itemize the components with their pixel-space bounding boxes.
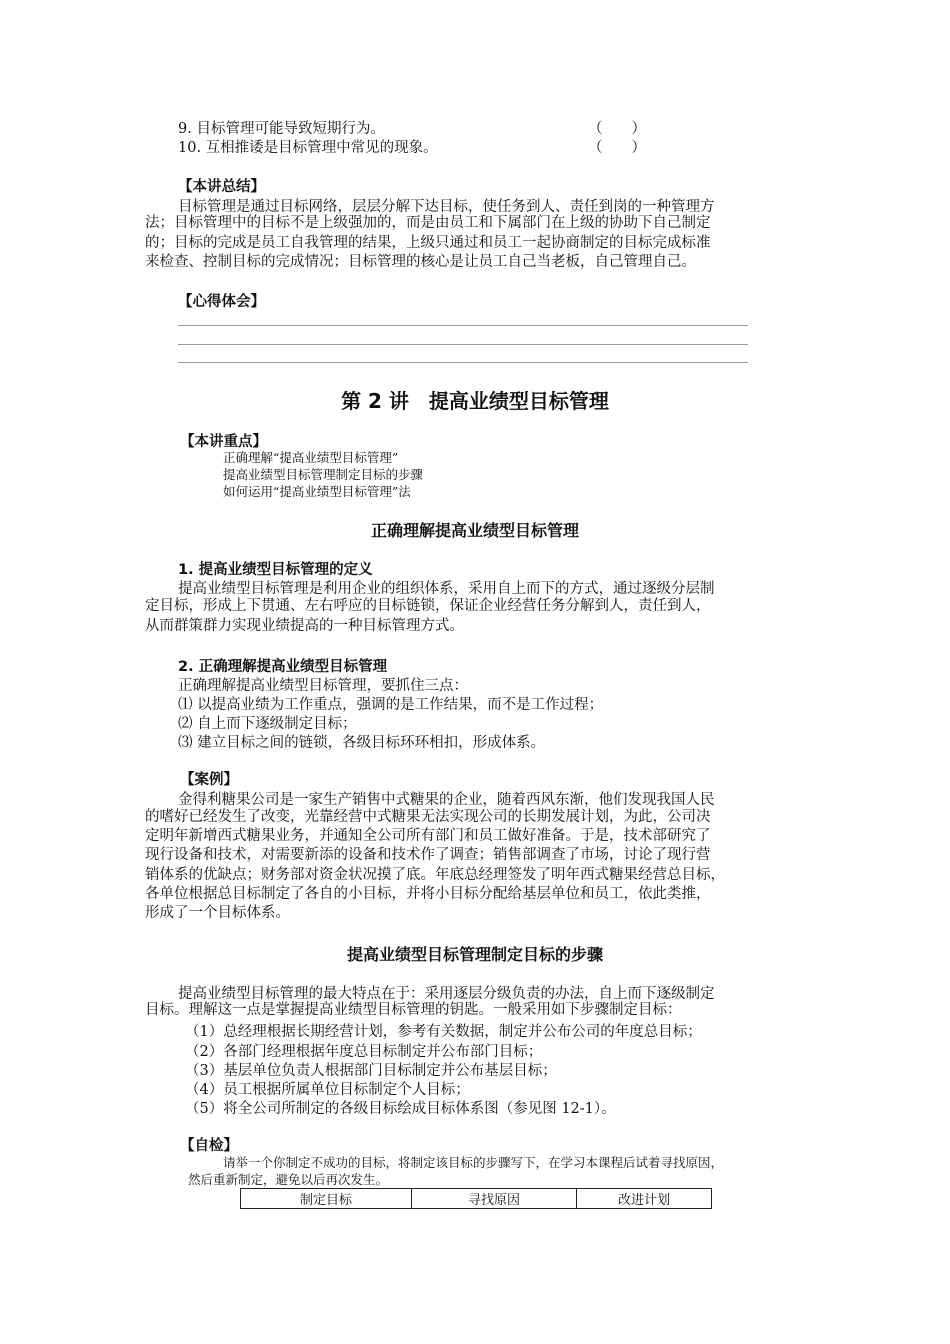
subsection-heading: 2. 正确理解提高业绩型目标管理 [178,659,388,675]
understanding-line: 正确理解提高业绩型目标管理，要抓住三点： [178,678,468,694]
step-item: （2）各部门经理根据年度总目标制定并公布部门目标； [185,1044,543,1060]
writing-line [178,325,748,326]
steps-intro-line: 目标。理解这一点是掌握提高业绩型目标管理的钥匙。一般采用如下步骤制定目标： [145,1002,682,1018]
self-check-heading: 【自检】 [180,1138,238,1154]
case-line: 的嗜好已经发生了改变，光靠经营中式糖果无法实现公司的长期发展计划，为此，公司决 [145,809,711,825]
case-line: 定明年新增西式糖果业务，并通知全公司所有部门和员工做好准备。于是，技术部研究了 [145,828,711,844]
table-header-cell: 改进计划 [577,1189,712,1209]
table-header-cell: 制定目标 [241,1189,412,1209]
case-line: 形成了一个目标体系。 [145,905,290,921]
step-item: （4）员工根据所属单位目标制定个人目标； [185,1082,470,1098]
understanding-point: ⑵ 自上而下逐级制定目标； [178,716,357,732]
step-item: （5）将全公司所制定的各级目标绘成目标体系图（参见图 12-1）。 [185,1101,616,1117]
section-title: 提高业绩型目标管理制定目标的步骤 [346,945,603,964]
definition-line: 提高业绩型目标管理是利用企业的组织体系，采用自上而下的方式，通过逐级分层制 [178,581,715,597]
case-heading: 【案例】 [180,772,238,788]
summary-line: 的；目标的完成是员工自我管理的结果，上级只通过和员工一起协商制定的目标完成标准 [145,235,711,251]
answer-bracket: （ ） [588,121,646,137]
step-item: （1）总经理根据长期经营计划，参考有关数据，制定并公布公司的年度总目标； [185,1024,702,1040]
key-point-item: 提高业绩型目标管理制定目标的步骤 [223,467,424,482]
answer-bracket: （ ） [588,140,646,156]
case-line: 金得利糖果公司是一家生产销售中式糖果的企业，随着西风东渐，他们发现我国人民 [178,792,715,808]
key-point-item: 正确理解“提高业绩型目标管理” [223,450,399,465]
summary-line: 法；目标管理中的目标不是上级强加的，而是由员工和下属部门在上级的协助下自己制定 [145,215,711,231]
definition-line: 从而群策群力实现业绩提高的一种目标管理方式。 [145,618,464,634]
key-points-heading: 【本讲重点】 [180,434,267,450]
summary-line: 来检查、控制目标的完成情况；目标管理的核心是让员工自己当老板，自己管理自己。 [145,254,696,270]
summary-line: 目标管理是通过目标网络，层层分解下达目标，使任务到人、责任到岗的一种管理方 [178,199,715,215]
writing-line [178,362,748,363]
steps-intro-line: 提高业绩型目标管理的最大特点在于：采用逐层分级负责的办法，自上而下逐级制定 [178,986,715,1002]
understanding-point: ⑶ 建立目标之间的链锁，各级目标环环相扣，形成体系。 [178,735,546,751]
definition-line: 定目标，形成上下贯通、左右呼应的目标链锁，保证企业经营任务分解到人，责任到人， [145,598,711,614]
self-check-line: 然后重新制定，避免以后再次发生。 [188,1172,389,1187]
case-line: 销体系的优缺点；财务部对资金状况摸了底。年底总经理签发了明年西式糖果经营总目标， [145,867,725,883]
understanding-point: ⑴ 以提高业绩为工作重点，强调的是工作结果，而不是工作过程； [178,697,604,713]
writing-line [178,344,748,345]
self-check-line: 请举一个你制定不成功的目标，将制定该目标的步骤写下，在学习本课程后试着寻找原因， [223,1155,724,1170]
self-check-table [240,1188,712,1209]
lecture-title: 第 2 讲 提高业绩型目标管理 [341,389,609,413]
quiz-item-9 [178,117,385,138]
key-point-item: 如何运用“提高业绩型目标管理”法 [223,484,411,499]
step-item: （3）基层单位负责人根据部门目标制定并公布基层目标； [185,1063,557,1079]
subsection-heading: 1. 提高业绩型目标管理的定义 [178,562,373,578]
section-title: 正确理解提高业绩型目标管理 [370,521,579,540]
quiz-item-text: 9. 目标管理可能导致短期行为。 [178,121,385,137]
quiz-item-10 [178,136,438,157]
case-line: 现行设备和技术，对需要新添的设备和技术作了调查；销售部调查了市场，讨论了现行营 [145,847,711,863]
reflection-heading: 【心得体会】 [178,294,265,310]
summary-heading: 【本讲总结】 [178,179,265,195]
table-header-cell: 寻找原因 [412,1189,577,1209]
table-header-row [241,1189,712,1209]
quiz-item-text: 10. 互相推诿是目标管理中常见的现象。 [178,140,438,156]
case-line: 各单位根据总目标制定了各自的小目标，并将小目标分配给基层单位和员工，依此类推， [145,886,711,902]
